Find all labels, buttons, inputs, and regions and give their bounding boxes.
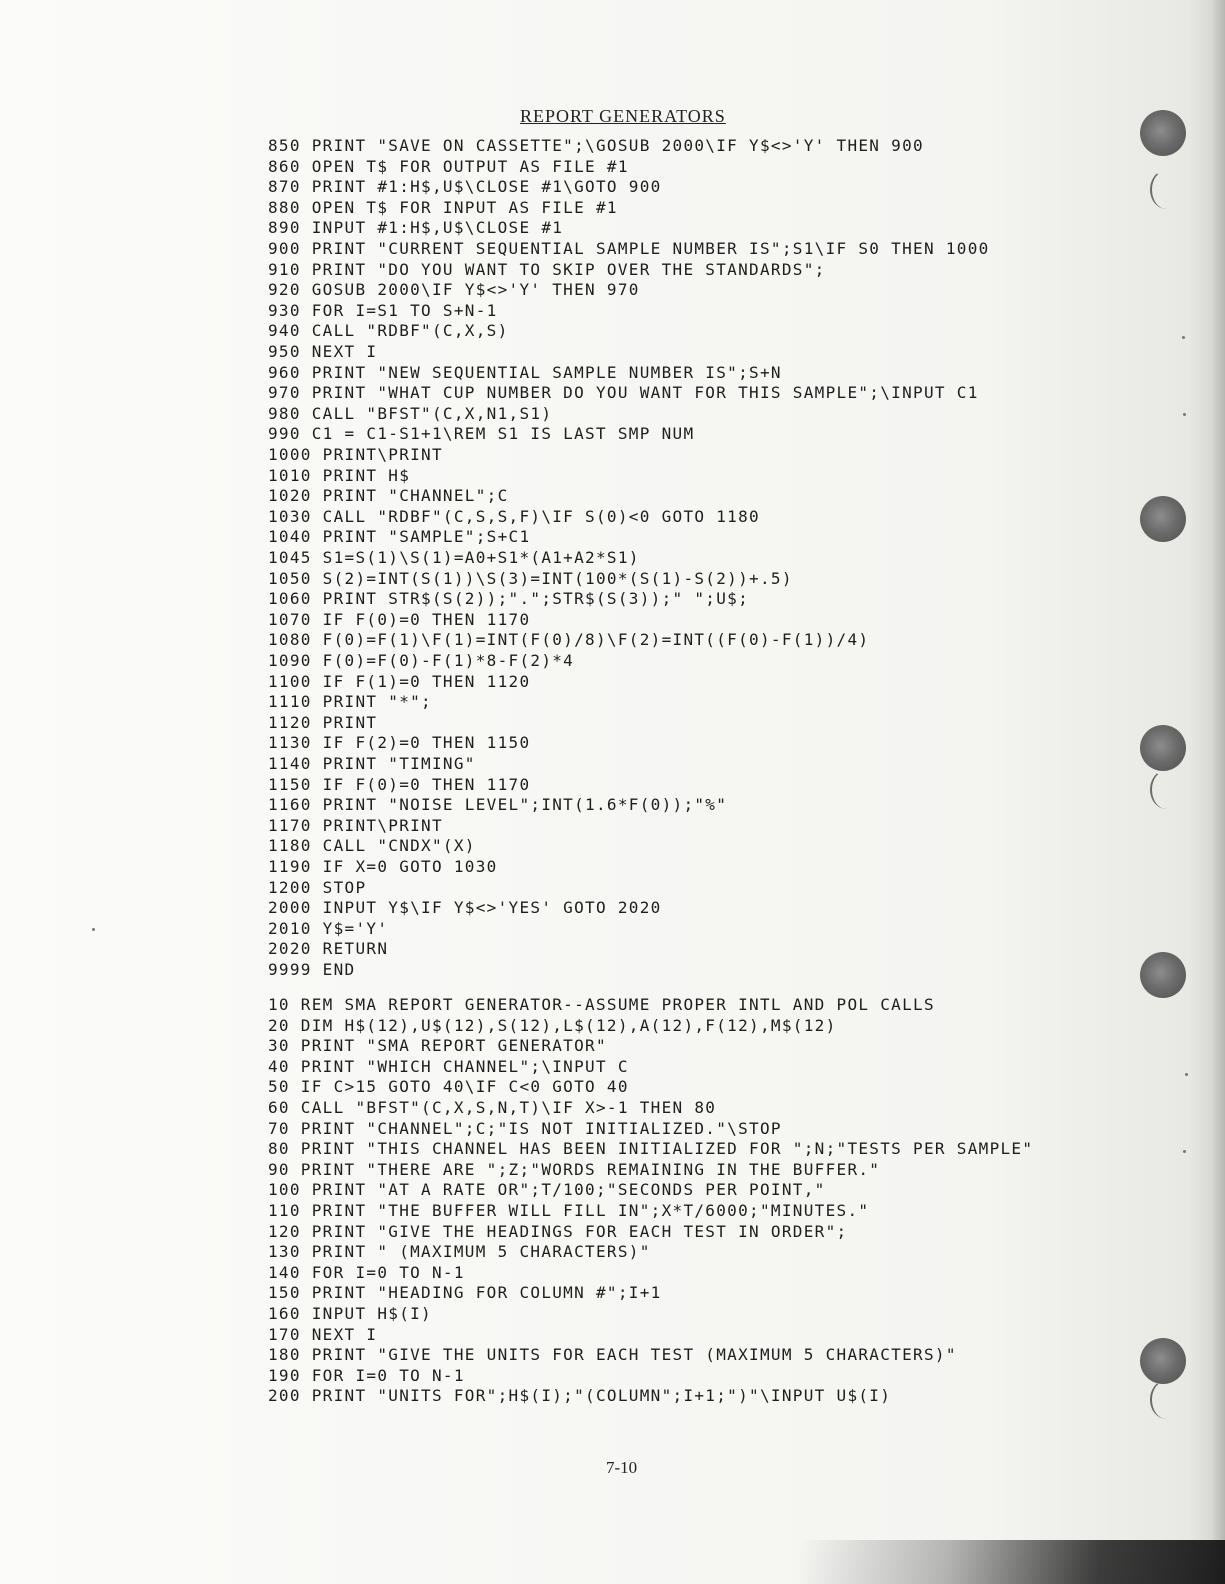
code-line: 2000 INPUT Y$\IF Y$<>'YES' GOTO 2020 [268,898,662,918]
code-line: 140 FOR I=0 TO N-1 [268,1262,465,1282]
code-line: 900 PRINT "CURRENT SEQUENTIAL SAMPLE NUMBER IS";S1\IF S0 THEN 1000 [268,239,990,258]
binder-hole [1140,725,1186,771]
code-line: 870 PRINT #1:H$,U$\CLOSE #1\GOTO 900 [268,177,662,197]
paper-speck [1182,336,1185,339]
code-line: 20 DIM H$(12),U$(12),S(12),L$(12),A(12),F(12),M$(12) [268,1015,837,1035]
paper-speck [1183,1150,1186,1153]
paper-speck [1183,413,1186,416]
code-line: 1140 PRINT "TIMING" [268,754,476,773]
code-line: 130 PRINT " (MAXIMUM 5 CHARACTERS)" [268,1242,651,1262]
code-line: 1080 F(0)=F(1)\F(1)=INT(F(0)/8)\F(2)=INT((F(0)-F(1))/4) [268,630,870,650]
code-line: 850 PRINT "SAVE ON CASSETTE";\GOSUB 2000\IF Y$<>'Y' THEN 900 [268,136,924,155]
code-line: 1130 IF F(2)=0 THEN 1150 [268,733,531,753]
code-line: 1200 STOP [268,877,367,897]
code-line: 940 CALL "RDBF"(C,X,S) [268,321,509,341]
code-line: 2020 RETURN [268,939,389,959]
code-line: 970 PRINT "WHAT CUP NUMBER DO YOU WANT FOR THIS SAMPLE";\INPUT C1 [268,383,979,403]
code-line: 60 CALL "BFST"(C,X,S,N,T)\IF X>-1 THEN 80 [268,1098,717,1117]
binder-hole-shadow [1150,1380,1182,1419]
code-line: 980 CALL "BFST"(C,X,N1,S1) [268,403,553,423]
code-line: 1010 PRINT H$ [268,465,411,485]
code-line: 40 PRINT "WHICH CHANNEL";\INPUT C [268,1056,629,1076]
code-line: 190 FOR I=0 TO N-1 [268,1365,465,1385]
code-line: 1120 PRINT [268,712,378,732]
code-line: 9999 END [268,960,356,979]
code-line: 960 PRINT "NEW SEQUENTIAL SAMPLE NUMBER IS";S+N [268,362,782,382]
code-line: 1160 PRINT "NOISE LEVEL";INT(1.6*F(0));"%" [268,795,728,815]
code-line: 990 C1 = C1-S1+1\REM S1 IS LAST SMP NUM [268,424,695,444]
code-line: 1030 CALL "RDBF"(C,S,S,F)\IF S(0)<0 GOTO 1180 [268,506,760,526]
code-line: 50 IF C>15 GOTO 40\IF C<0 GOTO 40 [268,1077,629,1097]
code-line: 110 PRINT "THE BUFFER WILL FILL IN";X*T/6000;"MINUTES." [268,1201,870,1220]
binder-hole-shadow [1150,170,1182,209]
code-line: 910 PRINT "DO YOU WANT TO SKIP OVER THE STANDARDS"; [268,259,826,279]
code-line: 1190 IF X=0 GOTO 1030 [268,857,498,876]
scan-shadow [800,1540,1225,1584]
code-line: 1060 PRINT STR$(S(2));".";STR$(S(3));" ";U$; [268,589,750,609]
code-line: 1045 S1=S(1)\S(1)=A0+S1*(A1+A2*S1) [268,548,640,567]
code-line: 1110 PRINT "*"; [268,692,432,712]
paper-speck [92,928,95,931]
binder-hole [1140,110,1186,156]
paper-speck [1185,1073,1188,1076]
code-line: 2010 Y$='Y' [268,918,389,938]
page-number: 7-10 [606,1458,638,1477]
code-line: 1180 CALL "CNDX"(X) [268,836,476,856]
code-line: 150 PRINT "HEADING FOR COLUMN #";I+1 [268,1283,662,1303]
code-line: 1000 PRINT\PRINT [268,445,443,464]
code-line: 170 NEXT I [268,1324,378,1344]
code-line: 80 PRINT "THIS CHANNEL HAS BEEN INITIALIZED FOR ";N;"TESTS PER SAMPLE" [268,1139,1034,1159]
code-line: 1170 PRINT\PRINT [268,815,443,835]
code-line: 860 OPEN T$ FOR OUTPUT AS FILE #1 [268,156,629,176]
code-line: 100 PRINT "AT A RATE OR";T/100;"SECONDS PER POINT," [268,1180,826,1200]
binder-hole [1140,496,1186,542]
code-line: 1090 F(0)=F(0)-F(1)*8-F(2)*4 [268,651,575,670]
code-line: 180 PRINT "GIVE THE UNITS FOR EACH TEST (MAXIMUM 5 CHARACTERS)" [268,1345,957,1365]
page-title: REPORT GENERATORS [520,106,726,126]
binder-hole [1140,1338,1186,1384]
code-line: 1100 IF F(1)=0 THEN 1120 [268,671,531,691]
code-line: 160 INPUT H$(I) [268,1304,432,1323]
code-line: 120 PRINT "GIVE THE HEADINGS FOR EACH TEST IN ORDER"; [268,1221,848,1241]
code-line: 30 PRINT "SMA REPORT GENERATOR" [268,1036,607,1056]
code-line: 10 REM SMA REPORT GENERATOR--ASSUME PROPER INTL AND POL CALLS [268,995,935,1014]
code-line: 200 PRINT "UNITS FOR";H$(I);"(COLUMN";I+1;")"\INPUT U$(I) [268,1386,892,1406]
code-line: 1020 PRINT "CHANNEL";C [268,486,509,506]
code-line: 70 PRINT "CHANNEL";C;"IS NOT INITIALIZED."\STOP [268,1118,782,1138]
code-line: 930 FOR I=S1 TO S+N-1 [268,300,498,320]
code-line: 1040 PRINT "SAMPLE";S+C1 [268,527,531,547]
code-line: 1050 S(2)=INT(S(1))\S(3)=INT(100*(S(1)-S(2))+.5) [268,568,793,588]
binder-hole [1140,952,1186,998]
binder-hole-shadow [1150,770,1182,809]
code-line: 950 NEXT I [268,342,378,361]
code-line: 890 INPUT #1:H$,U$\CLOSE #1 [268,218,564,238]
code-line: 880 OPEN T$ FOR INPUT AS FILE #1 [268,197,618,217]
page-edge-shadow [1211,0,1225,1584]
code-line: 1150 IF F(0)=0 THEN 1170 [268,774,531,794]
code-line: 90 PRINT "THERE ARE ";Z;"WORDS REMAINING IN THE BUFFER." [268,1159,881,1179]
code-line: 920 GOSUB 2000\IF Y$<>'Y' THEN 970 [268,280,640,300]
code-line: 1070 IF F(0)=0 THEN 1170 [268,609,531,629]
